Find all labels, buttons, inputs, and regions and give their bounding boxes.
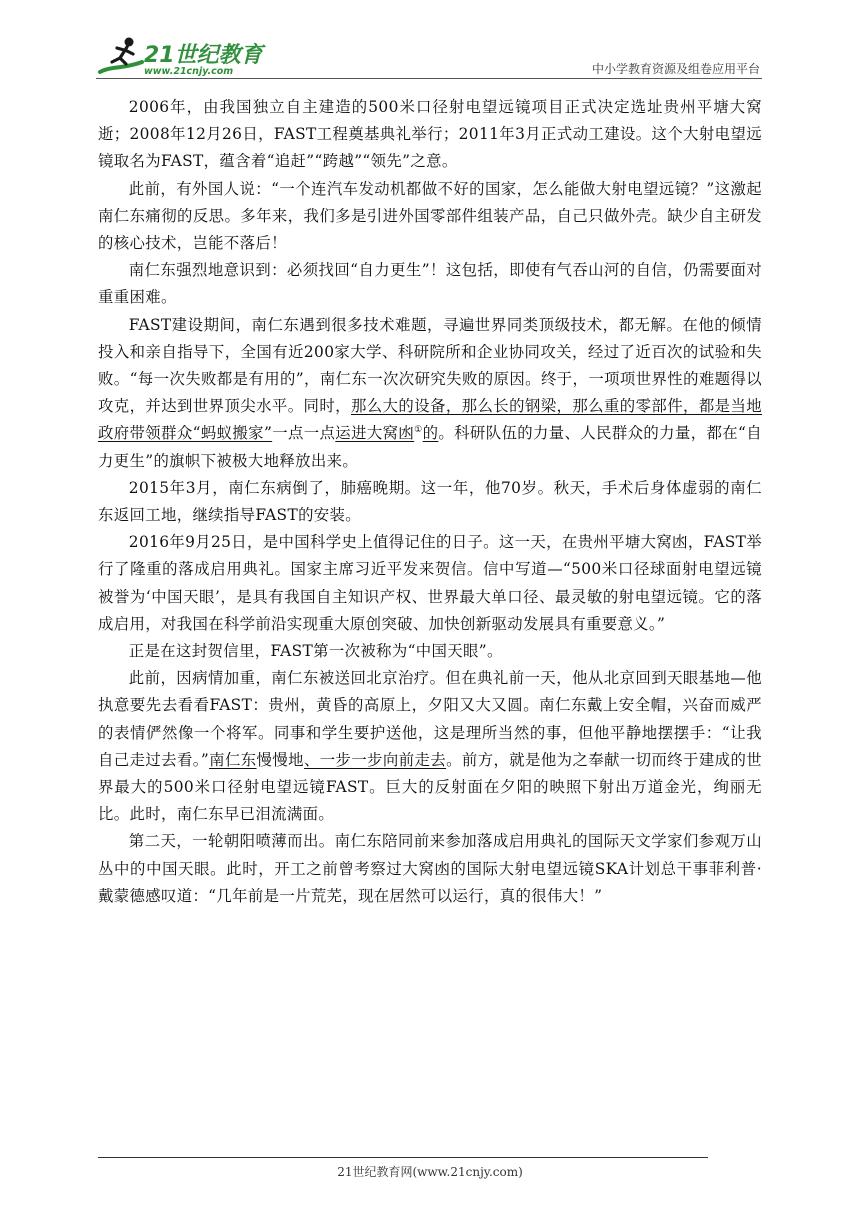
article-paragraph — [98, 529, 762, 638]
paragraph-text: 。科研队伍的力量、人民群众的力量，都在“自力更生”的旗帜下被极大地释放出来。 — [98, 424, 763, 470]
logo-url: www.21cnjy.com — [144, 66, 234, 77]
article-paragraph — [98, 312, 762, 475]
paragraph-text: 2016年9月25日，是中国科学史上值得记住的日子。这一天，在贵州平塘大窝凼，FAST举行了隆重的落成启用典礼。国家主席习近平发来贺信。信中写道—“500米口径球面射电望远镜被誉为‘中国天眼’，是具有我国自主知识产权、世界最大单口径、最灵敏的射电望远镜。它的落成启用，对我国在科学前沿实现重大原创突破、加快创新驱动发展具有重要意义。” — [98, 533, 762, 633]
paragraph-text: 慢慢地 — [256, 750, 304, 769]
paragraph-text: 2015年3月，南仁东病倒了，肺癌晚期。这一年，他70岁。秋天，手术后身体虚弱的南仁东返回工地，继续指导FAST的安装。 — [98, 478, 762, 525]
paragraph-text: 此前，因病情加重，南仁东被送回北京治疗。但在典礼前一天，他从北京回到天眼基地—他执意要先去看看FAST：贵州，黄昏的高原上，夕阳又大又圆。南仁东戴上安全帽，兴奋而威严的表情俨然像一个将军。同事和学生要护送他，这是理所当然的事，但他平静地摆摆手：“让我自己走过去看。” — [98, 669, 762, 769]
platform-tagline: 中小学教育资源及组卷应用平台 — [591, 62, 760, 76]
paragraph-text: 第二天，一轮朝阳喷薄而出。南仁东陪同前来参加落成启用典礼的国际天文学家们参观万山丛中的中国天眼。此时，开工之前曾考察过大窝凼的国际大射电望远镜SKA计划总干事菲利普·戴蒙德感叹道：“几年前是一片荒芜，现在居然可以运行，真的很伟大！” — [98, 832, 762, 905]
underlined-text: 的 — [422, 424, 439, 443]
article-body — [98, 94, 762, 910]
page-header — [96, 36, 762, 80]
logo-title: 21世纪教育 — [144, 43, 263, 68]
underlined-text: 运进大窝凼 — [335, 424, 415, 443]
article-paragraph — [98, 257, 762, 311]
footnote-marker: ① — [414, 425, 423, 436]
running-figure-icon — [96, 36, 148, 80]
footer-text[interactable]: 21世纪教育网(www.21cnjy.com) — [337, 1165, 523, 1179]
article-paragraph — [98, 176, 762, 258]
underlined-text: 那么大的设备，那么长的钢梁，那么重的零部件，都是当地政府带领群众“蚂蚁搬家” — [98, 397, 762, 443]
article-paragraph — [98, 94, 762, 176]
paragraph-text: 。前方，就是他为之奉献一切而终于建成的世界最大的500米口径射电望远镜FAST。巨大的反射面在夕阳的映照下射出万道金光，绚丽无比。此时，南仁东早已泪流满面。 — [98, 750, 762, 824]
article-paragraph — [98, 828, 762, 910]
article-paragraph — [98, 638, 762, 665]
paragraph-text: 此前，有外国人说：“一个连汽车发动机都做不好的国家，怎么能做大射电望远镜？”这激起南仁东痛彻的反思。多年来，我们多是引进外国零部件组装产品，自己只做外壳。缺少自主研发的核心技术，岂能不落后！ — [98, 179, 762, 253]
paragraph-text: 一点一点 — [272, 424, 336, 443]
header-divider — [96, 78, 762, 79]
paragraph-text: 正是在这封贺信里，FAST第一次被称为“中国天眼”。 — [128, 642, 503, 661]
footer-divider — [98, 1157, 708, 1158]
underlined-text: 南仁东 — [209, 750, 257, 769]
article-paragraph — [98, 475, 762, 529]
article-paragraph — [98, 665, 762, 828]
paragraph-text: 南仁东强烈地意识到：必须找回“自力更生”！这包括，即使有气吞山河的自信，仍需要面对重重困难。 — [98, 261, 762, 307]
paragraph-text: FAST建设期间，南仁东遇到很多技术难题，寻遍世界同类顶级技术，都无解。在他的倾情投入和亲自指导下，全国有近200家大学、科研院所和企业协同攻关，经过了近百次的试验和失败。“每一次失败都是有用的”，南仁东一次次研究失败的原因。终于，一项项世界性的难题得以攻克，并达到世界顶尖水平。同时， — [98, 315, 762, 416]
underlined-text: 、一步一步向前走去 — [303, 750, 447, 769]
site-logo[interactable] — [96, 36, 266, 80]
paragraph-text: 2006年，由我国独立自主建造的500米口径射电望远镜项目正式决定选址贵州平塘大窝逝；2008年12月26日，FAST工程奠基典礼举行；2011年3月正式动工建设。这个大射电望远镜取名为FAST，蕴含着“追赶”“跨越”“领先”之意。 — [98, 98, 762, 171]
